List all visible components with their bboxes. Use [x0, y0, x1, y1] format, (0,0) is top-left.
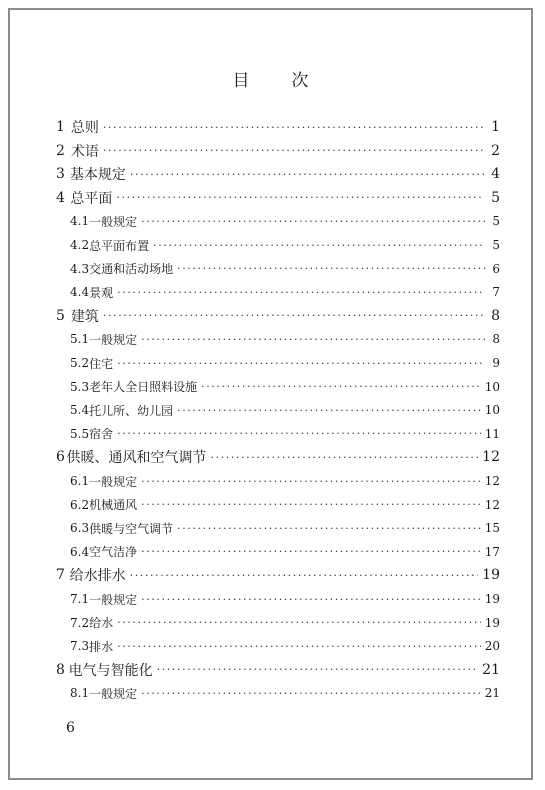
- toc-leader-dots: [117, 427, 481, 440]
- toc-section-title: 术语: [70, 143, 99, 160]
- toc-row: [70, 400, 500, 420]
- toc-section-title: 一般规定: [89, 686, 138, 701]
- toc-section-title: 供暖、通风和空气调节: [66, 450, 207, 467]
- toc-section-number: 7.2: [70, 615, 90, 630]
- toc-row: [70, 282, 500, 302]
- toc-section-number: 5.4: [70, 403, 90, 418]
- toc-leader-dots: [141, 687, 481, 700]
- toc-leader-dots: [141, 215, 484, 228]
- toc-leader-dots: [177, 522, 481, 535]
- toc-page-number: 20: [484, 639, 500, 654]
- toc-page-number: 10: [484, 379, 500, 394]
- toc-section-title: 总则: [70, 120, 99, 136]
- toc-page-number: 8: [492, 332, 500, 347]
- toc-section-title: 一般规定: [89, 332, 138, 347]
- toc-row: [56, 660, 500, 680]
- toc-page-number: 12: [482, 449, 500, 466]
- toc-row: [56, 565, 500, 585]
- toc-row: [70, 424, 500, 444]
- toc-page-number: 17: [484, 544, 500, 559]
- toc-leader-dots: [103, 144, 483, 157]
- toc-leader-dots: [103, 309, 483, 322]
- toc-row: [70, 495, 500, 515]
- toc-page-number: 11: [484, 426, 500, 441]
- toc-page-number: 5: [492, 238, 500, 252]
- toc-page-number: 12: [484, 474, 500, 488]
- toc-row: [70, 259, 500, 279]
- toc-section-title: 一般规定: [89, 592, 138, 607]
- toc-section-number: 4.1: [70, 214, 90, 229]
- toc-page-number: 12: [484, 497, 500, 512]
- toc-section-number: 1: [56, 119, 65, 135]
- toc-row: [56, 117, 500, 137]
- toc-section-title: 一般规定: [89, 214, 138, 229]
- toc-section-title: 老年人全日照料设施: [89, 380, 198, 395]
- toc-section-title: 住宅: [89, 356, 114, 371]
- toc-section-title: 一般规定: [89, 474, 138, 489]
- toc-page-number: 21: [482, 661, 500, 678]
- toc-section-title: 空气洁净: [89, 545, 138, 560]
- toc-leader-dots: [103, 121, 483, 134]
- toc-leader-dots: [157, 663, 479, 676]
- toc-row: [70, 377, 500, 397]
- toc-row: [70, 542, 500, 562]
- toc-leader-dots: [201, 380, 481, 393]
- toc-section-number: 8.1: [70, 686, 90, 701]
- toc-section-title: 电气与智能化: [68, 662, 153, 679]
- toc-page-number: 19: [482, 567, 500, 584]
- toc-section-title: 机械通风: [89, 498, 138, 513]
- toc-row: [70, 329, 500, 349]
- toc-row: [70, 589, 500, 609]
- toc-section-number: 4.3: [70, 261, 90, 276]
- toc-leader-dots: [141, 475, 481, 488]
- toc-leader-dots: [117, 357, 484, 370]
- toc-row: [70, 636, 500, 656]
- page-title: [10, 66, 531, 91]
- toc-section-number: 5.5: [70, 426, 90, 441]
- toc-section-title: 建筑: [70, 308, 99, 325]
- toc-section-number: 5.3: [70, 379, 90, 394]
- toc-leader-dots: [141, 498, 481, 511]
- toc-row: [56, 188, 500, 208]
- toc-row: [56, 306, 500, 326]
- toc-page-number: 2: [491, 142, 500, 159]
- toc-leader-dots: [141, 545, 481, 558]
- toc-section-number: 7.1: [70, 592, 90, 606]
- toc-row: [70, 211, 500, 231]
- toc-leader-dots: [141, 593, 481, 606]
- toc-section-title: 宿舍: [89, 427, 114, 442]
- toc-leader-dots: [177, 404, 481, 417]
- toc-section-number: 6.2: [70, 497, 90, 512]
- document-page: [8, 8, 533, 780]
- title-char-left: 目: [232, 71, 250, 91]
- toc-section-title: 基本规定: [69, 167, 126, 184]
- toc-leader-dots: [141, 333, 484, 346]
- toc-page-number: 19: [484, 615, 500, 630]
- toc-section-number: 7.3: [70, 639, 90, 654]
- toc-leader-dots: [177, 262, 486, 275]
- toc-page-number: 7: [492, 285, 500, 300]
- toc-page-number: 19: [484, 592, 500, 606]
- toc-leader-dots: [130, 569, 479, 582]
- toc-section-number: 6.1: [70, 474, 90, 488]
- toc-page-number: 5: [492, 214, 500, 229]
- toc-page-number: 21: [484, 686, 500, 701]
- toc-page-number: 4: [491, 166, 500, 183]
- toc-row: [70, 471, 500, 491]
- toc-leader-dots: [117, 616, 481, 629]
- toc-section-number: 5.2: [70, 356, 90, 370]
- toc-section-title: 总平面: [70, 190, 113, 207]
- toc-section-title: 景观: [89, 285, 114, 300]
- toc-section-number: 4.4: [70, 285, 90, 300]
- toc-section-number: 4: [56, 189, 65, 206]
- toc-leader-dots: [130, 168, 484, 181]
- toc-section-number: 6.3: [70, 521, 90, 536]
- page-number: 6: [66, 720, 75, 736]
- toc-section-title: 托儿所、幼儿园: [89, 403, 174, 418]
- toc-section-number: 5.1: [70, 332, 90, 347]
- toc-page-number: 1: [491, 119, 500, 135]
- toc-section-number: 7: [56, 567, 65, 584]
- toc-section-number: 4.2: [70, 238, 90, 252]
- toc-leader-dots: [211, 451, 479, 464]
- toc-row: [56, 447, 500, 467]
- toc-section-title: 供暖与空气调节: [89, 521, 174, 536]
- toc-leader-dots: [117, 640, 481, 653]
- toc-section-title: 排水: [89, 639, 114, 654]
- toc-row: [56, 164, 500, 184]
- toc-section-number: 8: [56, 661, 65, 678]
- toc-page-number: 5: [491, 189, 501, 206]
- toc-leader-dots: [117, 286, 484, 299]
- toc-row: [70, 235, 500, 255]
- toc-section-number: 6: [56, 449, 65, 466]
- toc-section-title: 总平面布置: [89, 238, 150, 253]
- toc-row: [70, 353, 500, 373]
- toc-section-number: 5: [56, 307, 65, 324]
- toc-page-number: 9: [492, 356, 500, 370]
- toc-page-number: 8: [491, 307, 500, 324]
- toc-section-title: 给水排水: [69, 568, 126, 585]
- toc-page-number: 15: [484, 521, 500, 536]
- toc-section-number: 2: [56, 142, 65, 159]
- toc-leader-dots: [153, 239, 485, 252]
- toc-page-number: 6: [492, 261, 500, 276]
- toc-leader-dots: [116, 191, 483, 204]
- title-char-right: 次: [291, 71, 309, 91]
- toc-section-number: 3: [56, 166, 65, 183]
- toc-section-title: 交通和活动场地: [89, 262, 174, 277]
- toc-row: [70, 683, 500, 703]
- toc-section-title: 给水: [89, 616, 114, 631]
- toc-row: [70, 518, 500, 538]
- toc-row: [70, 613, 500, 633]
- toc-row: [56, 141, 500, 161]
- toc-page-number: 10: [484, 403, 500, 418]
- toc-section-number: 6.4: [70, 544, 90, 559]
